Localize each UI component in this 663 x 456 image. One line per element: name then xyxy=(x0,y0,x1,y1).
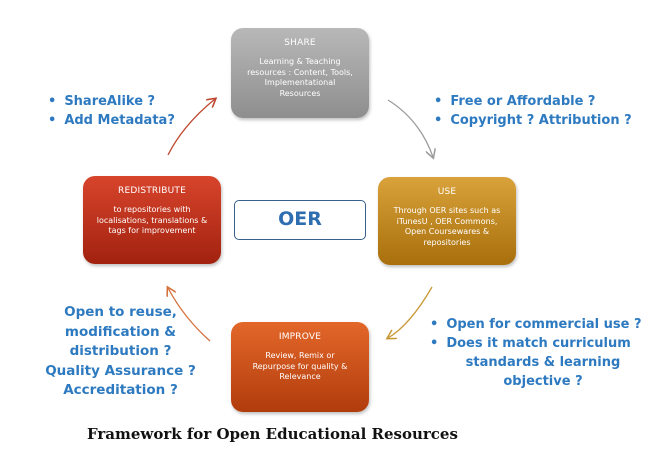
node-improve xyxy=(231,322,369,412)
node-use-description: Through OER sites such as iTunesU , OER Commons, Open Coursewares & repositories xyxy=(393,206,501,247)
node-redistribute-title: REDISTRIBUTE xyxy=(118,186,186,196)
node-redistribute xyxy=(83,176,221,264)
question-item: • ShareAlike ? xyxy=(48,92,175,111)
questions-use xyxy=(434,92,632,130)
questions-share xyxy=(48,92,175,130)
questions-redistribute xyxy=(38,303,203,401)
node-improve-description: Review, Remix or Repurpose for quality & Relevance xyxy=(252,351,348,381)
question-continuation: standards & learning xyxy=(465,355,621,370)
center-oer-label: OER xyxy=(234,200,366,240)
figure-caption: Framework for Open Educational Resources xyxy=(87,425,458,443)
question-line: Accreditation ? xyxy=(63,382,178,398)
question-item: • Does it match curriculum xyxy=(430,334,650,353)
node-improve-title: IMPROVE xyxy=(278,332,322,342)
question-item: • Open for commercial use ? xyxy=(430,315,650,334)
question-line: Open to reuse, xyxy=(64,304,177,320)
question-item: • Copyright ? Attribution ? xyxy=(434,111,632,130)
question-item: • Add Metadata? xyxy=(48,111,175,130)
arrow-share-to-use xyxy=(388,100,433,157)
arrow-use-to-improve xyxy=(388,287,432,338)
node-share-description: Learning & Teaching resources : Content, Tools, Implementational Resources xyxy=(247,57,353,98)
questions-improve xyxy=(430,315,650,391)
node-redistribute-description: to repositories with localisations, translations & tags for improvement xyxy=(96,205,208,235)
node-share xyxy=(231,28,369,118)
node-share-title: SHARE xyxy=(284,38,316,48)
node-use xyxy=(378,177,516,265)
arrow-redistribute-to-share xyxy=(168,99,215,155)
question-continuation: objective ? xyxy=(503,374,583,389)
question-line: modification & xyxy=(64,323,177,340)
question-line: distribution ? xyxy=(69,343,172,359)
node-use-title: USE xyxy=(437,187,457,197)
question-item: • Free or Affordable ? xyxy=(434,92,632,111)
question-line: Quality Assurance ? xyxy=(45,362,196,379)
